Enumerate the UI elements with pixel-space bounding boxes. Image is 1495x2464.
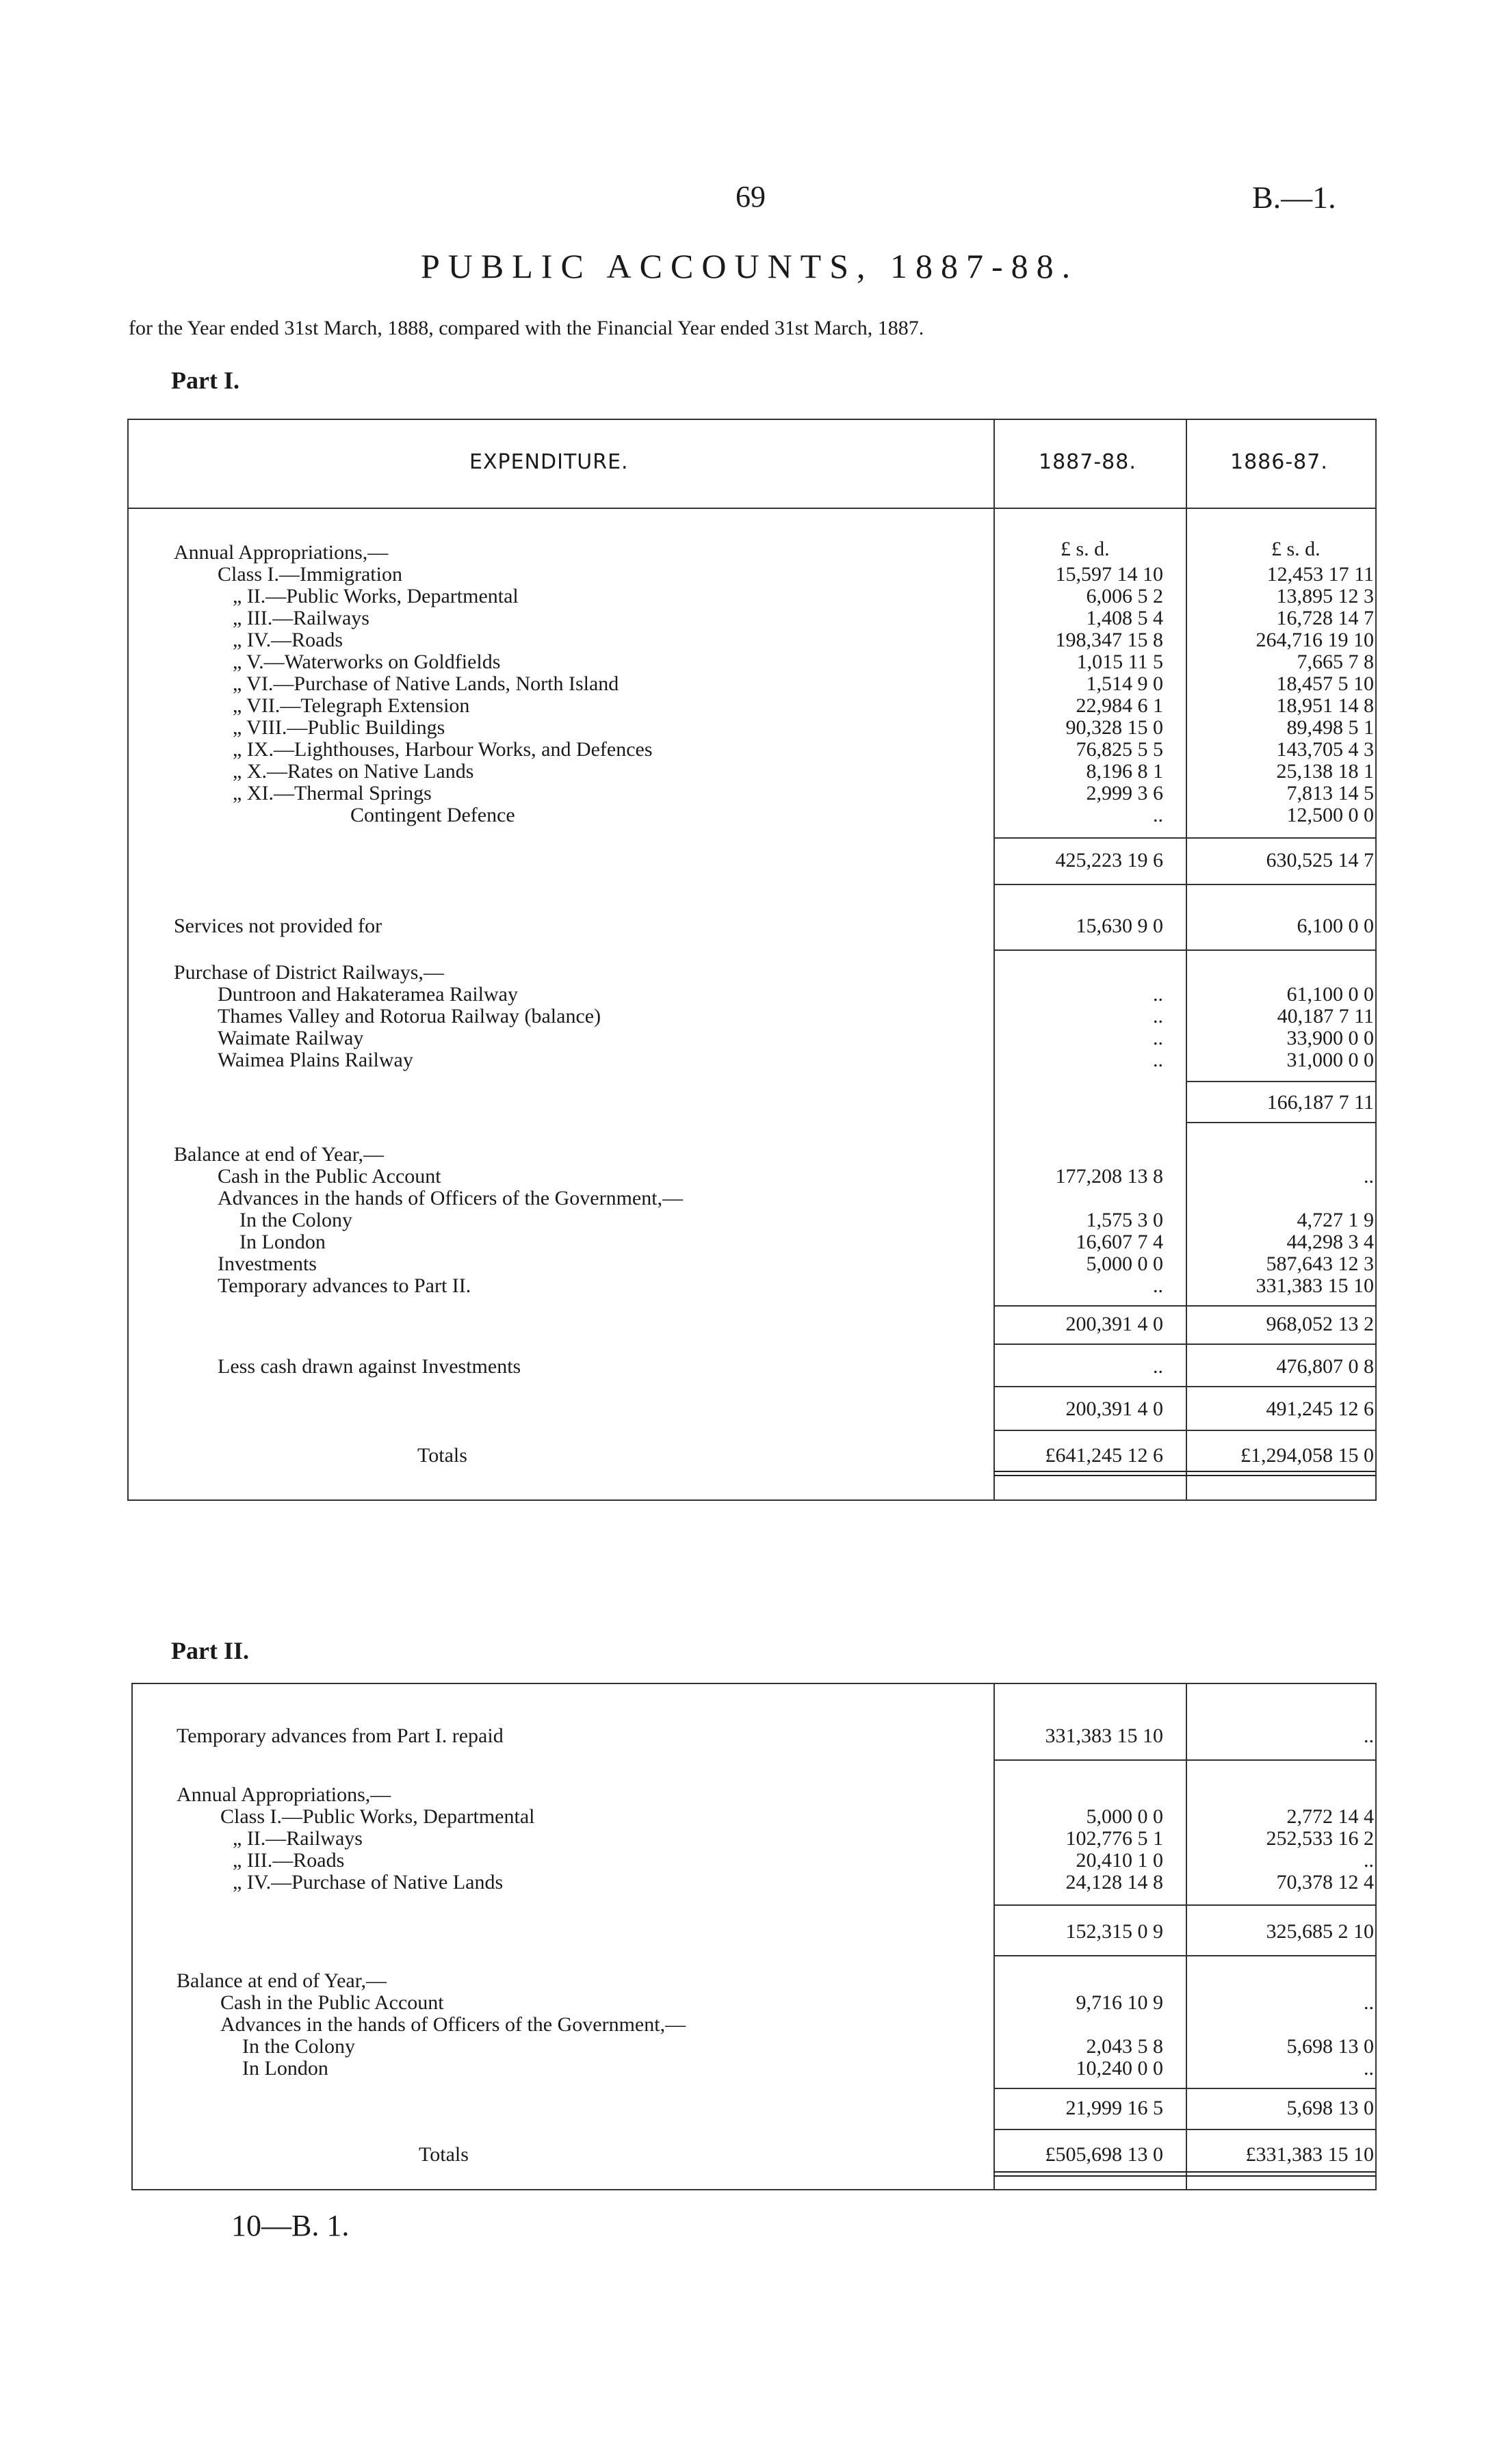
row-label: „ III.—Railways [233, 607, 369, 629]
subtotal-rule [1186, 1122, 1375, 1123]
value-1886: 325,685 2 10 [1266, 1920, 1374, 1943]
table-row [0, 761, 1495, 783]
value-1887: 9,716 10 9 [1076, 1991, 1163, 2014]
value-1886: 476,807 0 8 [1276, 1355, 1374, 1378]
value-1886: 18,951 14 8 [1276, 694, 1374, 717]
row-label: „ X.—Rates on Native Lands [233, 760, 474, 783]
value-1887: 2,999 3 6 [1086, 782, 1163, 804]
value-1887: 76,825 5 5 [1076, 738, 1163, 761]
table-row [0, 1231, 1495, 1253]
table-row [0, 1209, 1495, 1231]
value-1886: 33,900 0 0 [1286, 1027, 1374, 1049]
row-label: Temporary advances to Part II. [218, 1274, 471, 1297]
value-1886: 16,728 14 7 [1276, 607, 1374, 629]
table-row [0, 804, 1495, 826]
table-row [0, 1166, 1495, 1188]
row-label: Services not provided for [174, 915, 382, 937]
value-1887: .. [1153, 1027, 1163, 1049]
value-1886: .. [1364, 1165, 1374, 1188]
row-label: Annual Appropriations,— [174, 541, 389, 564]
row-label: „ V.—Waterworks on Goldfields [233, 651, 501, 673]
row-label: Balance at end of Year,— [177, 1969, 387, 1992]
value-1887: 15,597 14 10 [1055, 563, 1163, 586]
value-1886: 2,772 14 4 [1286, 1805, 1374, 1828]
table-row [0, 1275, 1495, 1297]
value-1886: 4,727 1 9 [1297, 1209, 1374, 1231]
value-1887: 1,575 3 0 [1086, 1209, 1163, 1231]
table-row [0, 651, 1495, 673]
table-row [0, 1049, 1495, 1071]
subtotal-rule [993, 1430, 1375, 1431]
row-label: Advances in the hands of Officers of the Government,— [218, 1187, 684, 1209]
row-label: In London [239, 1231, 326, 1253]
footer-signature: 10—B. 1. [231, 2209, 350, 2242]
table-row [0, 783, 1495, 804]
value-1887: 24,128 14 8 [1065, 1871, 1163, 1893]
table-row [0, 607, 1495, 629]
table-row [0, 984, 1495, 1006]
value-1887: 152,315 0 9 [1065, 1920, 1163, 1943]
page-title: PUBLIC ACCOUNTS, 1887-88. [421, 247, 1079, 285]
year2-units: £ s. d. [1271, 538, 1321, 560]
table-row [0, 915, 1495, 937]
row-label: „ VI.—Purchase of Native Lands, North Island [233, 672, 619, 695]
table-row [0, 1992, 1495, 2014]
totals-double-rule [993, 2171, 1375, 2177]
table-row [0, 2058, 1495, 2080]
part2-top-rule [131, 1683, 1377, 1684]
value-1886: .. [1364, 1849, 1374, 1872]
value-1887: 5,000 0 0 [1086, 1253, 1163, 1275]
subtotal-row [0, 850, 1495, 871]
subtotal-rule [993, 1344, 1375, 1345]
part1-header-rule [127, 508, 1377, 509]
subtotal-rule [993, 837, 1375, 839]
table-row [0, 1784, 1495, 1806]
row-label: Thames Valley and Rotorua Railway (balance) [218, 1005, 601, 1027]
value-1887: 1,514 9 0 [1086, 672, 1163, 695]
value-1887: 21,999 16 5 [1065, 2097, 1163, 2119]
value-1887: 102,776 5 1 [1065, 1827, 1163, 1850]
value-1887: 8,196 8 1 [1086, 760, 1163, 783]
value-1887: 425,223 19 6 [1055, 849, 1163, 871]
value-1887: 200,391 4 0 [1065, 1313, 1163, 1335]
value-1886: 18,457 5 10 [1276, 672, 1374, 695]
table-row [0, 717, 1495, 739]
value-1886: .. [1364, 2057, 1374, 2080]
subtotal-row [0, 2097, 1495, 2119]
table-row [0, 1725, 1495, 1747]
year2-header: 1886-87. [1230, 450, 1328, 474]
subtotal-rule [993, 1955, 1375, 1956]
value-1886: 7,665 7 8 [1297, 651, 1374, 673]
row-rule [993, 949, 1375, 951]
table-row [0, 1872, 1495, 1893]
table-row [0, 695, 1495, 717]
part2-bottom-rule [131, 2189, 1377, 2190]
value-1887: 22,984 6 1 [1076, 694, 1163, 717]
subtotal-row [0, 1092, 1495, 1114]
value-1886: .. [1364, 1725, 1374, 1747]
part1-bottom-rule [127, 1499, 1377, 1501]
table-row [0, 673, 1495, 695]
row-label: Annual Appropriations,— [177, 1783, 391, 1806]
subtotal-rule [993, 2129, 1375, 2130]
value-1886: 61,100 0 0 [1286, 983, 1374, 1006]
row-label: Waimea Plains Railway [218, 1049, 413, 1071]
row-label: Totals [419, 2143, 469, 2166]
value-1887: 6,006 5 2 [1086, 585, 1163, 607]
table-row [0, 1356, 1495, 1378]
value-1886: 166,187 7 11 [1266, 1091, 1374, 1114]
value-1887: 200,391 4 0 [1065, 1398, 1163, 1420]
row-label: Advances in the hands of Officers of the Government,— [220, 2013, 686, 2036]
value-1886: 968,052 13 2 [1266, 1313, 1374, 1335]
row-label: „ II.—Railways [233, 1827, 363, 1850]
subtotal-rule [993, 884, 1375, 885]
document-reference: B.—1. [1252, 180, 1336, 215]
value-1887: 331,383 15 10 [1045, 1725, 1163, 1747]
table-row [0, 564, 1495, 586]
value-1886: .. [1364, 1991, 1374, 2014]
subtotal-rule [1186, 1081, 1375, 1082]
value-1886: 70,378 12 4 [1276, 1871, 1374, 1893]
value-1887: .. [1153, 1005, 1163, 1027]
table-row [0, 1828, 1495, 1850]
totals-double-rule [993, 1471, 1375, 1476]
table-row [0, 962, 1495, 984]
value-1886: 252,533 16 2 [1266, 1827, 1374, 1850]
row-label: Totals [417, 1444, 467, 1467]
row-label: In London [242, 2057, 328, 2080]
table-row [0, 1144, 1495, 1166]
value-1886: 40,187 7 11 [1277, 1005, 1374, 1027]
expenditure-header: EXPENDITURE. [469, 450, 629, 474]
value-1887: 5,000 0 0 [1086, 1805, 1163, 1828]
row-label: Balance at end of Year,— [174, 1143, 385, 1166]
value-1886: 331,383 15 10 [1256, 1274, 1374, 1297]
value-1886: 491,245 12 6 [1266, 1398, 1374, 1420]
subtotal-row [0, 1313, 1495, 1335]
value-1886: 12,453 17 11 [1266, 563, 1374, 586]
row-label: Class I.—Public Works, Departmental [220, 1805, 535, 1828]
value-1886: 5,698 13 0 [1286, 2035, 1374, 2058]
value-1886: 587,643 12 3 [1266, 1253, 1374, 1275]
part1-top-rule [127, 419, 1377, 420]
row-label: Less cash drawn against Investments [218, 1355, 521, 1378]
row-label: Waimate Railway [218, 1027, 364, 1049]
value-1886: 7,813 14 5 [1286, 782, 1374, 804]
row-label: „ XI.—Thermal Springs [233, 782, 432, 804]
table-row [0, 1970, 1495, 1992]
value-1886: 89,498 5 1 [1286, 716, 1374, 739]
value-1886: 25,138 18 1 [1276, 760, 1374, 783]
value-1887: .. [1153, 983, 1163, 1006]
value-1887: 90,328 15 0 [1065, 716, 1163, 739]
table-row [0, 629, 1495, 651]
year1-units: £ s. d. [1061, 538, 1110, 560]
value-1887: 15,630 9 0 [1076, 915, 1163, 937]
row-label: Contingent Defence [350, 804, 515, 826]
subtotal-rule [993, 1904, 1375, 1906]
table-row [0, 586, 1495, 607]
row-label: „ IV.—Purchase of Native Lands [233, 1871, 504, 1893]
row-label: „ IX.—Lighthouses, Harbour Works, and Defences [233, 738, 653, 761]
row-label: Cash in the Public Account [218, 1165, 441, 1188]
value-1887: 16,607 7 4 [1076, 1231, 1163, 1253]
value-1887: 1,015 11 5 [1076, 651, 1163, 673]
totals-row [0, 1445, 1495, 1467]
subtotal-rule [993, 2088, 1375, 2089]
table-row [0, 2036, 1495, 2058]
row-label: Investments [218, 1253, 317, 1275]
table-row [0, 1006, 1495, 1027]
part1-label: Part I. [171, 367, 239, 394]
value-1887: 10,240 0 0 [1076, 2057, 1163, 2080]
table-row [174, 542, 1378, 564]
value-1886: 31,000 0 0 [1286, 1049, 1374, 1071]
row-label: Cash in the Public Account [220, 1991, 444, 2014]
value-1887: £641,245 12 6 [1045, 1444, 1163, 1467]
row-label: „ III.—Roads [233, 1849, 345, 1872]
value-1886: £331,383 15 10 [1245, 2143, 1374, 2166]
value-1887: 177,208 13 8 [1055, 1165, 1163, 1188]
row-label: Duntroon and Hakateramea Railway [218, 983, 518, 1006]
page-subtitle: for the Year ended 31st March, 1888, compared with the Financial Year ended 31st March, 1887. [129, 317, 924, 339]
table-row [0, 1806, 1495, 1828]
row-rule [993, 1759, 1375, 1761]
value-1886: 630,525 14 7 [1266, 849, 1374, 871]
value-1886: 6,100 0 0 [1297, 915, 1374, 937]
value-1886: 12,500 0 0 [1286, 804, 1374, 826]
value-1886: 5,698 13 0 [1286, 2097, 1374, 2119]
subtotal-rule [993, 1386, 1375, 1387]
value-1887: £505,698 13 0 [1045, 2143, 1163, 2166]
value-1887: .. [1153, 1049, 1163, 1071]
row-label: „ VIII.—Public Buildings [233, 716, 445, 739]
subtotal-row [0, 1398, 1495, 1420]
year1-header: 1887-88. [1039, 450, 1136, 474]
table-row [0, 1253, 1495, 1275]
row-label: „ VII.—Telegraph Extension [233, 694, 470, 717]
value-1887: 1,408 5 4 [1086, 607, 1163, 629]
totals-row [0, 2144, 1495, 2166]
part2-label: Part II. [171, 1637, 249, 1664]
value-1887: 2,043 5 8 [1086, 2035, 1163, 2058]
row-label: In the Colony [239, 1209, 352, 1231]
table-row [0, 1850, 1495, 1872]
table-row [0, 1027, 1495, 1049]
row-label: „ II.—Public Works, Departmental [233, 585, 519, 607]
value-1887: 20,410 1 0 [1076, 1849, 1163, 1872]
value-1887: 198,347 15 8 [1055, 629, 1163, 651]
value-1886: £1,294,058 15 0 [1240, 1444, 1374, 1467]
value-1886: 13,895 12 3 [1276, 585, 1374, 607]
row-label: Temporary advances from Part I. repaid [177, 1725, 504, 1747]
subtotal-row [0, 1921, 1495, 1943]
table-row [0, 739, 1495, 761]
subtotal-rule [993, 1305, 1375, 1307]
value-1887: .. [1153, 804, 1163, 826]
value-1887: .. [1153, 1274, 1163, 1297]
value-1887: .. [1153, 1355, 1163, 1378]
row-label: „ IV.—Roads [233, 629, 343, 651]
row-label: In the Colony [242, 2035, 355, 2058]
value-1886: 264,716 19 10 [1256, 629, 1374, 651]
row-label: Purchase of District Railways,— [174, 961, 444, 984]
value-1886: 143,705 4 3 [1276, 738, 1374, 761]
row-label: Class I.—Immigration [218, 563, 402, 586]
page-number: 69 [736, 180, 766, 213]
table-row [0, 2014, 1495, 2036]
value-1886: 44,298 3 4 [1286, 1231, 1374, 1253]
table-row [0, 1188, 1495, 1209]
